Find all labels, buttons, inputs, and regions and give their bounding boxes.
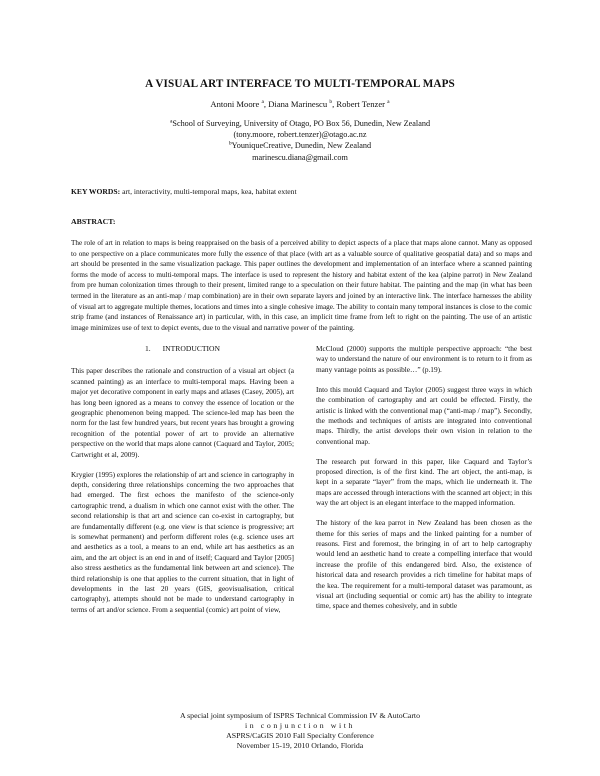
affiliations [0, 118, 600, 163]
abstract-heading: ABSTRACT: [71, 217, 116, 226]
footer-line: ASPRS/CaGIS 2010 Fall Specialty Conference [226, 731, 374, 740]
paper-title: A VISUAL ART INTERFACE TO MULTI-TEMPORAL MAPS [145, 78, 455, 90]
keywords-label: KEY WORDS: [71, 187, 121, 196]
affiliation-email: marinescu.diana@gmail.com [252, 152, 348, 162]
author-affiliation-mark: a [387, 99, 390, 106]
conference-footer [0, 711, 600, 751]
keywords [71, 187, 531, 196]
author-affiliation-mark: b [329, 99, 333, 106]
keywords-text: art, interactivity, multi-temporal maps, kea, habitat extent [122, 187, 297, 196]
right-column [316, 344, 532, 621]
affiliation-text: School of Surveying, University of Otago, PO Box 56, Dunedin, New Zealand [172, 119, 431, 128]
author-name: Diana Marinescu [268, 99, 328, 109]
section-title: INTRODUCTION [162, 344, 221, 353]
footer-line: November 15-19, 2010 Orlando, Florida [236, 741, 364, 750]
body-paragraph: McCloud (2000) supports the multiple perspective approach: “the best way to understand the nature of our environment is to return to it from as many vantage points as possible…” (p.19). [316, 344, 532, 374]
affiliation-email: (tony.moore, robert.tenzer)@otago.ac.nz [233, 130, 367, 140]
author-affiliation-mark: a [261, 99, 264, 106]
body-paragraph: Into this mould Caquard and Taylor (2005) suggest three ways in which the combination of cartography and art could be effected. Firstly, the artistic is linked with the conventional map (“anti-map / map”). Secondly, the methods and techniques of artists are integrated into conventional maps. Thirdly, the artist develops their own vision in relation to the conventional map. [316, 384, 532, 446]
body-paragraph: The research put forward in this paper, like Caquard and Taylor’s proposed direction, is of the first kind. The art object, the anti-map, is kept in a separate “layer” from the maps, which lie underneath it. The maps are accessed through interactions with the scanned art object; in this way the art object is an elegant interface to the mapped information. [316, 456, 532, 508]
footer-line: A special joint symposium of ISPRS Technical Commission IV & AutoCarto [179, 711, 420, 720]
left-column [71, 344, 294, 625]
section-heading [71, 344, 294, 354]
affiliation-mark: b [228, 140, 232, 147]
abstract-text: The role of art in relation to maps is being reappraised on the basis of a perceived ability to depict aspects of a place that maps alone cannot. Many as opposed to one perspective on a place communicates more fully the essence of that place (with art as a valuable source of qualitative geospatial data) and so maps and art should be presented in the same visualization package. This paper outlines the development and implementation of an interface where a scanned painting forms the mode of access to multi-temporal maps. The interface is used to represent the history and habitat extent of the kea (alpine parrot) in New Zealand from pre human colonization times through to their present, limited range to a speculation on their future habitat. The painting and the map (in what has been termed in the literature as an anti-map / map combination) are in their own separate layers and joined by an interactive link. The interface harnesses the ability of visual art to aggregate multiple themes, locations and times into a single cohesive image. The ability to contain many temporal instances is close to the comic strip frame (and instances of Renaissance art) in particular, with, in this case, an implicit time frame from left to right on the painting. The use of an artistic image minimizes use of text to depict events, due to the visual and narrative power of the painting. [71, 239, 532, 332]
author-line: Antoni Moore $^a$, Diana Marinescu $^b$, Robert Tenzer $^a$ [210, 99, 390, 109]
affiliation-line [0, 140, 600, 151]
body-paragraph: This paper describes the rationale and construction of a visual art object (a scanned painting) as an interface to multi-temporal maps. Having been a major yet decorative component in early maps and atlases (Casey, 2005), art has long been ignored as a means to convey the essence of location or the geographic phenomenon being mapped. The science-led map has been the norm for the last few hundred years, but recent years has brought a growing recognition of the potential power of art to provide an alternative perspective on the world that maps alone cannot (Caquard and Taylor, 2005; Cartwright et al, 2009). [71, 366, 294, 459]
section-number: 1. [144, 344, 151, 353]
affiliation-text: YouniqueCreative, Dunedin, New Zealand [231, 141, 372, 151]
body-paragraph: Krygier (1995) explores the relationship of art and science in cartography in depth, considering three relationships concerning the two approaches that had emerged. The first echoes the manifesto of the science-only cartographic trend, a dualism in which one cannot exist with the other. The second relationship is that art and science can co-exist in cartography, but are fundamentally different (e.g. one view is that science is progressive; art is somewhat permanent) and perform different roles (e.g. science uses art and aesthetics as a tool, a means to an end, while art has aesthetics as an aim, and the art object is an end in and of itself; Caquard and Taylor [2005] also stress aesthetics as the fundamental link between art and science). The third relationship is one that applies to the current situation, that in light of developments in the last 20 years (GIS, geovisualisation, critical cartography), attempts should not be made to understand cartography in terms of art and/or science. From a sequential (comic) art point of view, [71, 469, 294, 614]
affiliation-mark: a [169, 118, 173, 125]
author-name: Robert Tenzer [336, 99, 386, 109]
author-name: Antoni Moore [210, 99, 260, 109]
affiliation-line [0, 118, 600, 129]
footer-line: in conjunction with [244, 721, 356, 730]
body-paragraph: The history of the kea parrot in New Zealand has been chosen as the theme for this series of maps and the linked painting for a number of reasons. First and foremost, the bringing in of art to help cartography would lend an aesthetic hand to create a compelling interface that would increase the profile of this endangered bird. Also, the existence of historical data and research provides a rich timeline for habitat maps of the kea. The requirement for a multi-temporal dataset was paramount, as visual art (including sequential or comic art) has the ability to integrate time, space and themes cohesively, and in subtle [316, 518, 532, 611]
